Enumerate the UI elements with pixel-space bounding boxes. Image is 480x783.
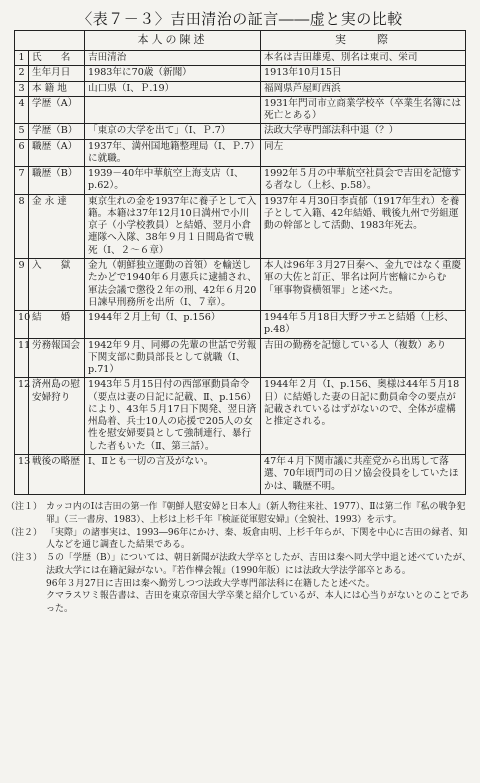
table-row	[15, 258, 466, 310]
row-item: 済州島の慰安婦狩り	[29, 378, 85, 455]
row-number: 5	[15, 124, 29, 139]
row-number: 12	[15, 378, 29, 455]
row-fact: 法政大学専門部法科中退（？）	[261, 124, 466, 139]
row-statement: 1942年９月、同郷の先輩の世話で労報下関支部に動員部長として就職（Ⅰ、p.71）	[85, 338, 261, 378]
row-item: 入 獄	[29, 258, 85, 310]
row-statement	[85, 96, 261, 124]
note-1	[6, 501, 472, 527]
table-row	[15, 338, 466, 378]
note-line: 「実際」の諸事実は、1993―96年にかけ、秦、坂倉由明、上杉千年らが、下関を中心に吉田の縁者、知人などを通じ調査した結果である。	[46, 527, 468, 551]
row-number: 9	[15, 258, 29, 310]
row-number: 6	[15, 139, 29, 167]
row-statement: 1983年に70歳（新聞）	[85, 66, 261, 81]
row-number: 13	[15, 454, 29, 494]
row-statement: 吉田清治	[85, 51, 261, 66]
row-item: 金 永 達	[29, 194, 85, 258]
table-row	[15, 139, 466, 167]
header-blank	[15, 31, 85, 51]
row-fact: 福岡県芦屋町西浜	[261, 81, 466, 96]
row-fact: 本人は96年３月27日秦へ、金九ではなく重慶軍の大佐と訂正、罪名は阿片密輸にからむ「軍事物資横領罪」と述べた。	[261, 258, 466, 310]
note-text	[46, 552, 472, 616]
row-statement: 1939－40年中華航空上海支店（Ⅰ、p.62）。	[85, 167, 261, 195]
row-item: 学歴（B）	[29, 124, 85, 139]
note-label: （注２）	[6, 527, 43, 538]
table-row	[15, 81, 466, 96]
row-statement: 1943年５月15日付の西部軍動員命令（要点は妻の日記に記載、Ⅱ、p.156）により、43年５月17日下関発、翌日済州島着、兵士10人の応援で205人の女性を慰安婦要員として強制連行、暴行した者もいた（Ⅱ、第三話）。	[85, 378, 261, 455]
note-3	[6, 552, 472, 616]
row-number: 3	[15, 81, 29, 96]
table-row	[15, 454, 466, 494]
note-text	[46, 501, 472, 527]
row-fact: 同左	[261, 139, 466, 167]
note-line: ５の「学歴（B）」については、朝日新聞が法政大学卒としたが、吉田は秦へ同大学中退と述べていたが、法政大学には在籍記録がない。『若作樺会報』（1990年版）には法政大学法学部卒とある。	[46, 553, 471, 576]
note-2	[6, 527, 472, 553]
table-body	[15, 51, 466, 495]
row-item: 氏 名	[29, 51, 85, 66]
row-statement: Ⅰ、Ⅱとも一切の言及がない。	[85, 454, 261, 494]
row-fact: 1944年２月（Ⅰ、p.156、奥様は44年５月18日）に結婚した妻の日記に動員命令の要点が記載されているはずがないので、全体が虚構と推定される。	[261, 378, 466, 455]
notes-section	[6, 501, 472, 616]
row-item: 結 婚	[29, 311, 85, 339]
note-line: 96年３月27日に吉田は秦へ勤労しつつ法政大学専門部法科に在籍したと述べた。	[46, 578, 375, 589]
table-row	[15, 96, 466, 124]
row-statement: 東京生れの金を1937年に養子として入籍。本籍は37年12月10日満州で小川京子（小学校教員）と結婚、翌月小倉連隊へ入隊、38年９月１日間島省で戦死（Ⅰ、２～６章）	[85, 194, 261, 258]
row-fact: 1992年５月の中華航空社員会で吉田を記憶する者なし（上杉、p.58）。	[261, 167, 466, 195]
row-fact: 47年４月下関市議に共産党から出馬して落選、70年頃門司の日ソ協会役員をしていたほかは、職歴不明。	[261, 454, 466, 494]
row-statement: 1937年、満州国地籍整理局（Ⅰ、Ｐ.7）に就職。	[85, 139, 261, 167]
table-row	[15, 378, 466, 455]
note-text	[46, 527, 472, 553]
table-row	[15, 51, 466, 66]
row-number: 8	[15, 194, 29, 258]
row-number: 10	[15, 311, 29, 339]
row-number: 11	[15, 338, 29, 378]
table-row	[15, 66, 466, 81]
note-label: （注１）	[6, 502, 43, 512]
row-number: 4	[15, 96, 29, 124]
table-row	[15, 124, 466, 139]
row-item: 学歴（A）	[29, 96, 85, 124]
table-header-row	[15, 31, 466, 51]
header-fact: 実 際	[261, 31, 466, 51]
row-statement: 「東京の大学を出て」（Ⅰ、Ｐ.7）	[85, 124, 261, 139]
row-fact: 1913年10月15日	[261, 66, 466, 81]
table-row	[15, 311, 466, 339]
row-fact: 1931年門司市立商業学校卒（卒業生名簿には死亡とある）	[261, 96, 466, 124]
note-line: クマラスワミ報告書は、吉田を東京帝国大学卒業と紹介しているが、本人には心当りがないとのことであった。	[46, 591, 469, 615]
row-number: 7	[15, 167, 29, 195]
row-number: 1	[15, 51, 29, 66]
row-statement: 金九（朝鮮独立運動の首領）を輸送したかどで1940年６月憲兵に逮捕され、軍法会議で懲役２年の刑、42年６月20日諫早刑務所を出所（Ⅰ、７章）。	[85, 258, 261, 310]
row-fact: 1937年４月30日李貞郁（1917年生れ）を養子として入籍、42年結婚、戦後九州で労組運動の幹部として活動、1983年死去。	[261, 194, 466, 258]
row-item: 本 籍 地	[29, 81, 85, 96]
row-item: 職歴（A）	[29, 139, 85, 167]
table-row	[15, 167, 466, 195]
row-number: 2	[15, 66, 29, 81]
row-fact: 吉田の勤務を記憶している人（複数）あり	[261, 338, 466, 378]
table-row	[15, 194, 466, 258]
row-fact: 本名は吉田雄兎、別名は東司、栄司	[261, 51, 466, 66]
row-item: 生年月日	[29, 66, 85, 81]
row-statement: 1944年２月上旬（Ⅰ、p.156）	[85, 311, 261, 339]
note-line: カッコ内のⅠは吉田の第一作『朝鮮人慰安婦と日本人』（新人物往来社、1977）、Ⅱは第二作『私の戦争犯罪』（三一書房、1983）、上杉は上杉千年『検証従軍慰安婦』（全貌社、1993）を示す。	[46, 502, 466, 525]
comparison-table	[14, 30, 466, 495]
row-item: 戦後の略歴	[29, 454, 85, 494]
row-item: 職歴（B）	[29, 167, 85, 195]
header-statement: 本人の陳述	[85, 31, 261, 51]
row-fact: 1944年５月18日大野フサエと結婚（上杉、p.48）	[261, 311, 466, 339]
table-title: 〈表７－３〉吉田清治の証言――虚と実の比較	[77, 10, 403, 28]
row-item: 労務報国会	[29, 338, 85, 378]
row-statement: 山口県（Ⅰ、Ｐ.19）	[85, 81, 261, 96]
note-label: （注３）	[6, 553, 43, 564]
